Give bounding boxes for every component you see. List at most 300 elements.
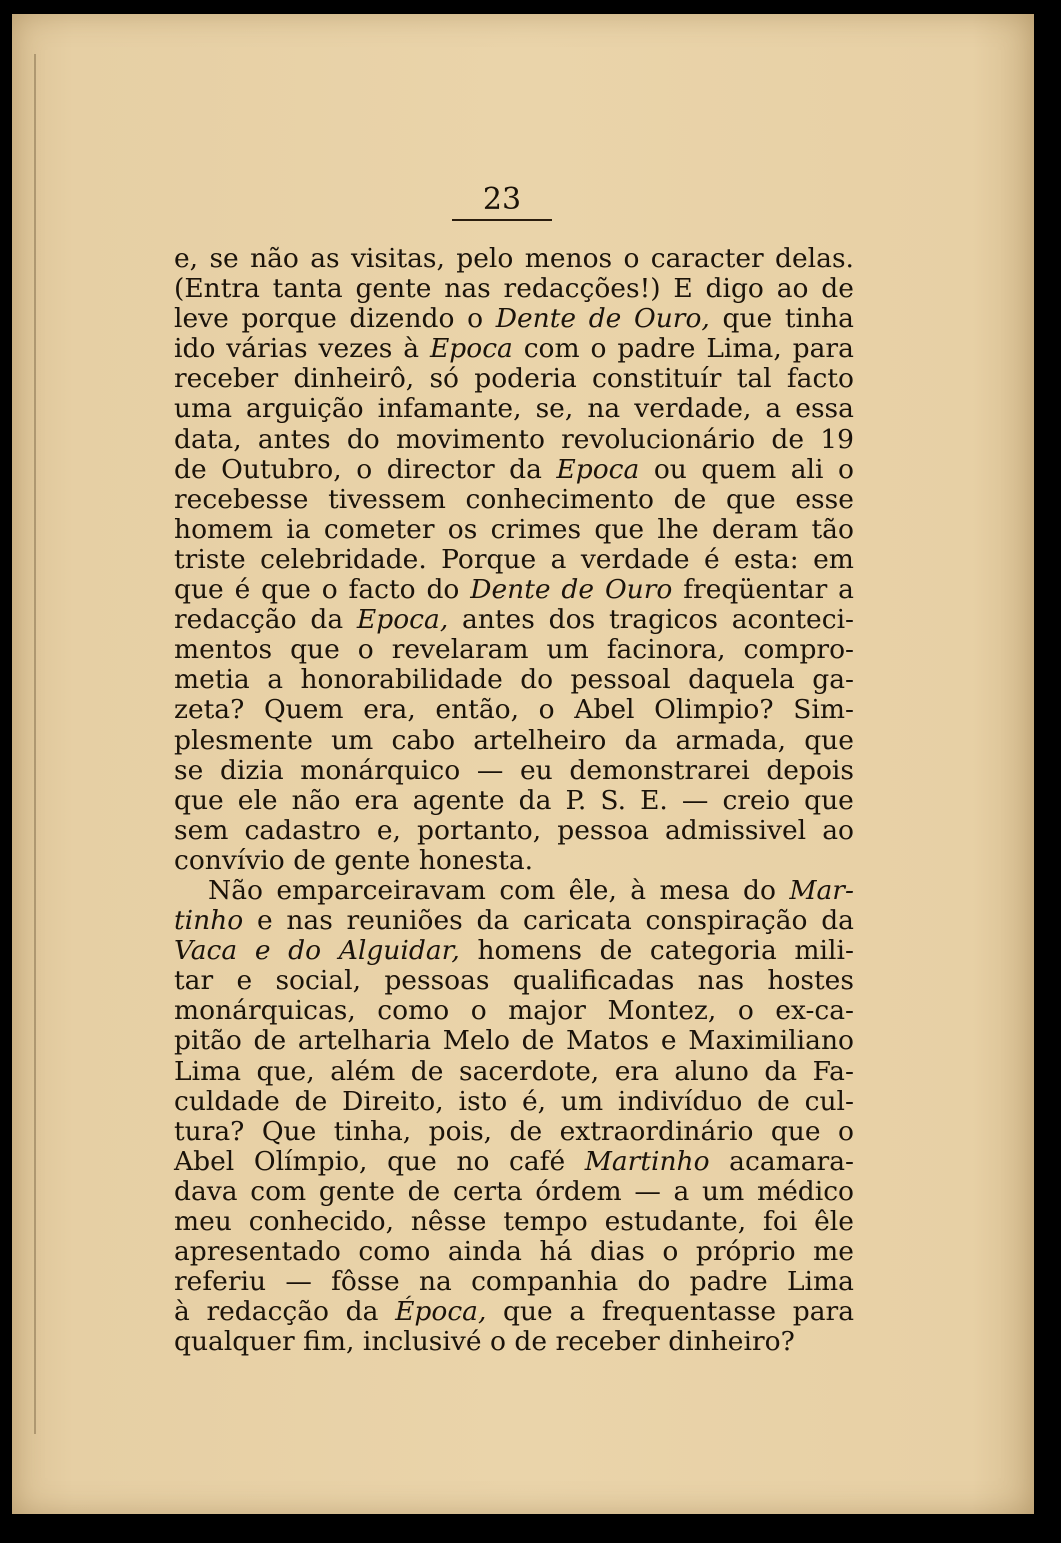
word: monárquico xyxy=(300,754,461,786)
word: cadastro xyxy=(244,814,361,846)
word: Vaca xyxy=(174,935,238,967)
word: de xyxy=(757,1085,790,1117)
word: e xyxy=(660,1025,677,1057)
word: meu xyxy=(174,1206,232,1237)
word: sem xyxy=(174,814,229,846)
word: de xyxy=(407,1175,441,1207)
word: P. xyxy=(565,784,587,816)
word: a xyxy=(267,664,283,696)
word: tragicos xyxy=(608,604,718,636)
word: tivessem xyxy=(328,483,446,515)
text-line xyxy=(174,1026,854,1056)
word: cul- xyxy=(804,1085,854,1117)
word: leve xyxy=(174,303,229,335)
word: quem xyxy=(701,453,777,485)
word: conspiração xyxy=(645,905,808,937)
word: pelo xyxy=(456,243,514,274)
word: ou xyxy=(653,453,687,485)
word: não xyxy=(291,784,341,816)
word: deram xyxy=(711,513,799,545)
word: isto xyxy=(458,1085,508,1117)
word: os xyxy=(447,513,478,545)
word: lhe xyxy=(657,513,699,545)
word: reuniões xyxy=(346,905,463,937)
word: dizia xyxy=(219,754,284,786)
word: revolucionário xyxy=(561,423,756,455)
word: dinheirô, xyxy=(293,363,415,395)
word: Abel xyxy=(574,694,635,726)
word: o xyxy=(321,574,338,606)
word: facinora, xyxy=(606,634,726,666)
word: inclusivé xyxy=(362,1326,482,1358)
word: cometer xyxy=(323,513,435,545)
word: Fa- xyxy=(812,1055,854,1087)
word: as xyxy=(310,243,340,274)
text-line xyxy=(174,1057,854,1087)
text-line xyxy=(174,425,854,455)
word: verdade, xyxy=(634,393,752,425)
text-line xyxy=(174,274,854,304)
word: Quem xyxy=(263,694,344,726)
word: Maximiliano xyxy=(688,1025,854,1057)
word: próprio xyxy=(695,1236,796,1268)
text-line xyxy=(174,1237,854,1267)
word: órdem xyxy=(535,1175,622,1207)
word: hostes xyxy=(767,965,854,997)
word: crimes xyxy=(490,513,582,545)
word: à xyxy=(174,1296,190,1328)
word: mili- xyxy=(794,935,854,967)
body-text xyxy=(174,244,854,1357)
word: tinha xyxy=(784,303,854,335)
word: metia xyxy=(174,664,250,696)
word: só xyxy=(429,363,460,395)
word: convívio xyxy=(174,844,285,876)
word: agente xyxy=(412,784,505,816)
word: tempo xyxy=(503,1206,588,1237)
text-line xyxy=(174,334,854,364)
text-line xyxy=(174,1207,854,1237)
text-line xyxy=(174,906,854,936)
word: que xyxy=(804,724,854,756)
word: o xyxy=(737,995,754,1027)
word: aluno xyxy=(674,1055,749,1087)
word: Martinho xyxy=(584,1145,710,1177)
word: menos xyxy=(524,243,613,274)
word: Mar- xyxy=(789,874,854,906)
word: não xyxy=(250,243,299,274)
word: dos xyxy=(548,604,596,636)
word: facto xyxy=(348,574,416,606)
word: pessoa xyxy=(557,814,649,846)
word: honorabilidade xyxy=(300,664,503,696)
word: acamara- xyxy=(729,1145,854,1177)
word: um xyxy=(560,1085,604,1117)
word: companhia xyxy=(471,1266,619,1298)
text-line xyxy=(174,575,854,605)
word: na xyxy=(587,393,621,425)
word: dava xyxy=(174,1175,238,1207)
word: o xyxy=(470,995,487,1027)
word: S. xyxy=(600,784,627,816)
text-line xyxy=(174,455,854,485)
word: então, xyxy=(435,694,519,726)
word: o xyxy=(489,1326,506,1358)
word: Época, xyxy=(395,1296,487,1328)
word: um xyxy=(702,1175,745,1207)
word: frequentasse xyxy=(601,1296,777,1328)
word: e xyxy=(254,935,271,967)
word: várias xyxy=(226,333,308,365)
word: de xyxy=(509,1115,543,1147)
word: mentos xyxy=(174,634,273,666)
word: que xyxy=(770,1115,821,1147)
word: monárquicas, xyxy=(174,995,356,1027)
word: eu xyxy=(519,754,553,786)
word: homens xyxy=(477,935,582,967)
word: pessoas xyxy=(384,965,490,997)
word: tar xyxy=(174,965,214,997)
word: há xyxy=(539,1236,573,1268)
word: êle xyxy=(814,1206,854,1237)
word: à xyxy=(403,333,420,365)
text-line xyxy=(174,1297,854,1327)
word: de xyxy=(588,303,622,335)
word: que, xyxy=(256,1055,315,1087)
word: — xyxy=(681,784,709,816)
word: que xyxy=(725,483,776,515)
word: o xyxy=(838,1115,854,1147)
word: Sim- xyxy=(793,694,854,726)
text-line xyxy=(174,1147,854,1177)
word: de xyxy=(521,1025,555,1057)
word: gente xyxy=(318,1175,395,1207)
word: com xyxy=(250,1175,307,1207)
text-line xyxy=(174,936,854,966)
word: dinheiro? xyxy=(668,1326,795,1358)
word: porque xyxy=(241,303,337,335)
word: de xyxy=(294,1085,328,1117)
word: esse xyxy=(795,483,854,515)
word: qualquer xyxy=(174,1326,295,1358)
word: pessoal xyxy=(570,664,671,696)
text-line xyxy=(174,1087,854,1117)
word: de xyxy=(673,483,707,515)
word: homem xyxy=(174,513,273,545)
word: um xyxy=(331,724,374,756)
text-line xyxy=(174,244,854,274)
word: apresentado xyxy=(174,1236,341,1268)
word: de xyxy=(293,844,326,876)
page-number-rule xyxy=(452,219,552,221)
word: da xyxy=(345,1296,379,1328)
word: se xyxy=(174,754,204,786)
word: de xyxy=(821,273,854,305)
word: referiu xyxy=(174,1266,267,1298)
word: do xyxy=(637,1266,671,1298)
word: visitas, xyxy=(350,243,445,274)
word: demonstrarei xyxy=(569,754,750,786)
word: foi xyxy=(763,1206,798,1237)
word: gente xyxy=(334,844,411,876)
text-line xyxy=(174,1177,854,1207)
word: fim, xyxy=(303,1326,355,1358)
word: qualificadas xyxy=(512,965,675,997)
text-line xyxy=(174,304,854,334)
word: extraordinário xyxy=(559,1115,754,1147)
word: o xyxy=(662,1236,679,1268)
word: gente xyxy=(355,273,432,305)
word: vezes xyxy=(318,333,393,365)
text-line xyxy=(174,545,854,575)
word: o xyxy=(623,243,640,274)
word: que xyxy=(594,513,645,545)
word: a xyxy=(765,393,782,425)
word: e xyxy=(236,965,253,997)
word: facto xyxy=(786,363,854,395)
word: que xyxy=(804,784,854,816)
text-line xyxy=(174,726,854,756)
word: tanta xyxy=(272,273,343,305)
text-line xyxy=(174,665,854,695)
word: constituír xyxy=(592,363,722,395)
word: de xyxy=(410,1055,444,1087)
word: do xyxy=(346,423,380,455)
word: era xyxy=(614,1055,659,1087)
text-line xyxy=(174,846,854,876)
word: Outubro, xyxy=(221,453,342,485)
word: ga- xyxy=(812,664,854,696)
word: o xyxy=(590,333,607,365)
word: Lima, xyxy=(706,333,782,365)
word: café xyxy=(509,1145,566,1177)
word: digo xyxy=(705,273,764,305)
word: aconteci- xyxy=(731,604,854,636)
word: na xyxy=(418,1266,452,1298)
word: triste xyxy=(174,543,246,575)
word: que xyxy=(387,1145,437,1177)
word: portanto, xyxy=(417,814,542,846)
word: e xyxy=(256,905,273,937)
word: era, xyxy=(363,694,416,726)
word: de xyxy=(561,574,595,606)
word: Olimpio? xyxy=(654,694,774,726)
word: Lima xyxy=(174,1055,242,1087)
word: 19 xyxy=(820,423,854,455)
word: zeta? xyxy=(174,694,245,726)
word: artelharia xyxy=(297,1025,431,1057)
word: essa xyxy=(795,393,854,425)
word: tão xyxy=(811,513,854,545)
word: a xyxy=(673,1175,690,1207)
word: compro- xyxy=(743,634,854,666)
text-line xyxy=(174,996,854,1026)
word: Montez, xyxy=(607,995,717,1027)
word: Não xyxy=(208,874,263,906)
word: se xyxy=(209,243,239,274)
word: o xyxy=(467,303,484,335)
text-line xyxy=(174,394,854,424)
word: social, xyxy=(275,965,362,997)
word: Matos xyxy=(566,1025,650,1057)
word: ao xyxy=(776,273,809,305)
word: Olímpio, xyxy=(253,1145,368,1177)
word: para xyxy=(792,333,854,365)
word: ao xyxy=(822,814,854,846)
text-line xyxy=(174,966,854,996)
word: o xyxy=(356,453,373,485)
text-line xyxy=(174,695,854,725)
word: Que xyxy=(261,1115,317,1147)
word: se, xyxy=(535,393,574,425)
word: Epoca xyxy=(429,333,513,365)
word: — xyxy=(634,1175,661,1207)
word: caracter xyxy=(650,243,764,274)
word: a xyxy=(569,1296,586,1328)
word: do xyxy=(743,874,776,906)
word: Dente xyxy=(495,303,577,335)
word: nêsse xyxy=(410,1206,487,1237)
word: da xyxy=(310,604,344,636)
word: era xyxy=(354,784,399,816)
text-line xyxy=(174,605,854,635)
word: mesa xyxy=(659,874,730,906)
word: da xyxy=(509,453,542,485)
text-line xyxy=(174,786,854,816)
text-line xyxy=(174,876,854,906)
word: ido xyxy=(174,333,216,365)
word: como xyxy=(358,1236,431,1268)
word: estudante, xyxy=(604,1206,747,1237)
word: emparceiravam xyxy=(276,874,486,906)
text-line xyxy=(174,1267,854,1297)
word: indivíduo xyxy=(617,1085,743,1117)
word: honesta. xyxy=(418,844,534,876)
binding-edge xyxy=(34,54,36,1434)
word: ia xyxy=(286,513,311,545)
word: ali xyxy=(790,453,824,485)
word: esta: xyxy=(734,543,799,575)
word: plesmente xyxy=(174,724,313,756)
word: freqüentar xyxy=(683,574,828,606)
word: a xyxy=(550,543,567,575)
word: nas xyxy=(697,965,745,997)
word: redacção xyxy=(174,604,297,636)
book-page xyxy=(12,14,1034,1514)
word: caricata xyxy=(522,905,632,937)
word: de xyxy=(253,1025,287,1057)
word: para xyxy=(792,1296,854,1328)
word: sacerdote, xyxy=(458,1055,600,1087)
word: dias xyxy=(589,1236,645,1268)
word: ele xyxy=(237,784,278,816)
word: é xyxy=(703,543,720,575)
word: a xyxy=(838,574,854,606)
word: Epoca, xyxy=(356,604,449,636)
word: que xyxy=(261,574,311,606)
word: antes xyxy=(462,604,535,636)
word: armada, xyxy=(675,724,787,756)
word: receber xyxy=(555,1326,660,1358)
word: de xyxy=(599,935,633,967)
word: redacções!) xyxy=(503,273,661,305)
word: Abel xyxy=(174,1145,235,1177)
word: conhecido, xyxy=(248,1206,395,1237)
word: do xyxy=(520,664,554,696)
text-line xyxy=(174,485,854,515)
word: o xyxy=(538,694,555,726)
text-line xyxy=(174,1117,854,1147)
word: me xyxy=(813,1236,854,1268)
word: além xyxy=(330,1055,396,1087)
word: Alguidar, xyxy=(338,935,460,967)
page-number: 23 xyxy=(482,182,522,217)
word: recebesse xyxy=(174,483,309,515)
word: (Entra xyxy=(174,273,260,305)
word: — xyxy=(476,754,504,786)
word: tinha, xyxy=(333,1115,412,1147)
word: com xyxy=(499,874,556,906)
word: Lima xyxy=(786,1266,854,1298)
word: ainda xyxy=(447,1236,522,1268)
word: fôsse xyxy=(331,1266,400,1298)
word: pitão xyxy=(174,1025,242,1057)
word: um xyxy=(546,634,589,666)
word: de xyxy=(514,1326,548,1358)
word: o xyxy=(357,634,374,666)
word: daquela xyxy=(688,664,795,696)
text-line xyxy=(174,816,854,846)
word: que xyxy=(503,1296,553,1328)
word: à xyxy=(630,874,647,906)
word: Direito, xyxy=(342,1085,444,1117)
text-line xyxy=(174,1327,854,1357)
word: padre xyxy=(689,1266,768,1298)
word: Ouro, xyxy=(634,303,710,335)
word: e, xyxy=(376,814,401,846)
word: major xyxy=(508,995,586,1027)
word: admissivel xyxy=(664,814,807,846)
word: da xyxy=(821,905,854,937)
word: arguição xyxy=(246,393,364,425)
word: dizendo xyxy=(349,303,455,335)
word: tal xyxy=(736,363,772,395)
word: certa xyxy=(452,1175,523,1207)
text-line xyxy=(174,364,854,394)
word: e, xyxy=(174,243,199,274)
word: artelheiro xyxy=(473,724,607,756)
word: é xyxy=(234,574,251,606)
word: êle, xyxy=(568,874,617,906)
word: como xyxy=(377,995,450,1027)
word: ex-ca- xyxy=(775,995,854,1027)
word: o xyxy=(838,453,854,485)
word: de xyxy=(771,423,805,455)
word: delas. xyxy=(775,243,854,274)
word: data, xyxy=(174,423,242,455)
word: pois, xyxy=(428,1115,493,1147)
word: culdade xyxy=(174,1085,280,1117)
word: da xyxy=(518,784,552,816)
word: nas xyxy=(286,905,333,937)
word: — xyxy=(285,1266,312,1298)
word: que xyxy=(174,784,224,816)
word: no xyxy=(456,1145,490,1177)
word: Porque xyxy=(441,543,537,575)
word: da xyxy=(764,1055,798,1087)
word: Melo xyxy=(442,1025,510,1057)
word: Ouro xyxy=(604,574,673,606)
